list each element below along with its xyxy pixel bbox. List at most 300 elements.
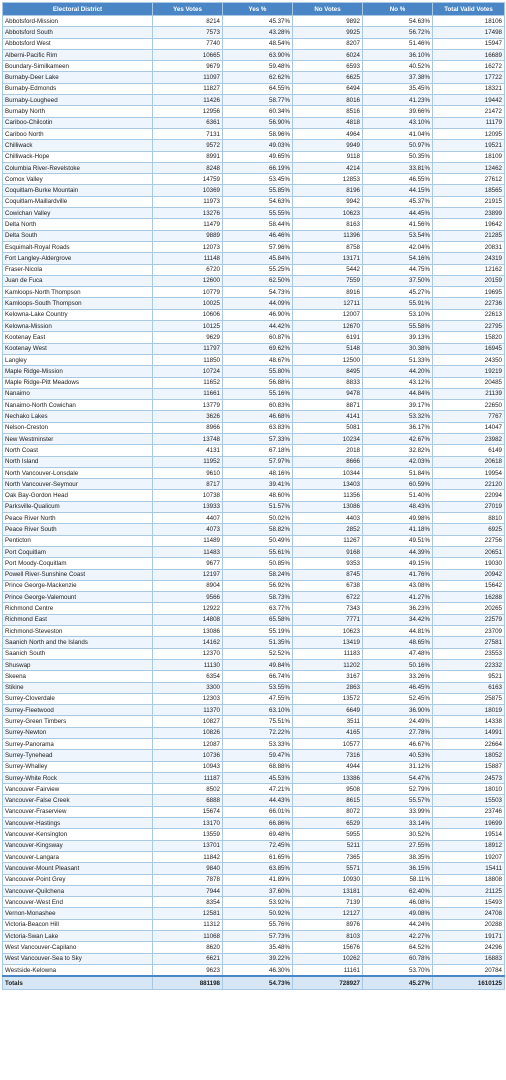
- no-votes-cell: 9925: [293, 27, 363, 38]
- yes-percent-cell: 57.96%: [223, 241, 293, 252]
- yes-votes-cell: 11483: [153, 546, 223, 557]
- table-row: [3, 196, 505, 207]
- yes-percent-cell: 58.82%: [223, 524, 293, 535]
- yes-percent-cell: 63.90%: [223, 49, 293, 60]
- district-cell: Vancouver-Kensington: [3, 829, 153, 840]
- table-row: [3, 230, 505, 241]
- district-cell: Shuswap: [3, 659, 153, 670]
- no-percent-cell: 54.63%: [363, 16, 433, 27]
- yes-votes-cell: 8354: [153, 897, 223, 908]
- yes-votes-cell: 11842: [153, 851, 223, 862]
- yes-percent-cell: 62.50%: [223, 275, 293, 286]
- yes-votes-cell: 11148: [153, 253, 223, 264]
- yes-percent-cell: 58.77%: [223, 95, 293, 106]
- yes-votes-cell: 8991: [153, 151, 223, 162]
- yes-votes-cell: 10125: [153, 321, 223, 332]
- no-votes-cell: 8976: [293, 919, 363, 930]
- district-cell: Prince George-Mackenzie: [3, 580, 153, 591]
- no-percent-cell: 42.04%: [363, 241, 433, 252]
- no-votes-cell: 6529: [293, 818, 363, 829]
- table-row: [3, 49, 505, 60]
- yes-percent-cell: 58.44%: [223, 219, 293, 230]
- no-percent-cell: 58.11%: [363, 874, 433, 885]
- table-row: [3, 546, 505, 557]
- district-cell: North Vancouver-Lonsdale: [3, 467, 153, 478]
- table-row: [3, 287, 505, 298]
- yes-percent-cell: 49.84%: [223, 659, 293, 670]
- total-valid-votes-cell: 15820: [433, 332, 505, 343]
- district-cell: Skeena: [3, 671, 153, 682]
- yes-percent-cell: 48.16%: [223, 467, 293, 478]
- district-cell: Vancouver-Fraserview: [3, 806, 153, 817]
- total-valid-votes-cell: 16945: [433, 343, 505, 354]
- yes-percent-cell: 45.53%: [223, 772, 293, 783]
- no-votes-cell: 5955: [293, 829, 363, 840]
- no-percent-cell: 30.52%: [363, 829, 433, 840]
- yes-percent-cell: 39.22%: [223, 953, 293, 964]
- no-percent-cell: 36.15%: [363, 863, 433, 874]
- yes-votes-cell: 14162: [153, 637, 223, 648]
- total-valid-votes-cell: 21139: [433, 388, 505, 399]
- district-cell: Vancouver-Langara: [3, 851, 153, 862]
- yes-percent-cell: 65.58%: [223, 614, 293, 625]
- total-valid-votes-cell: 8810: [433, 513, 505, 524]
- table-row: [3, 535, 505, 546]
- yes-percent-cell: 54.73%: [223, 287, 293, 298]
- district-cell: Vancouver-False Creek: [3, 795, 153, 806]
- yes-votes-cell: 8904: [153, 580, 223, 591]
- total-valid-votes-cell: 14991: [433, 727, 505, 738]
- total-valid-votes-cell: 21472: [433, 106, 505, 117]
- district-cell: Victoria-Beacon Hill: [3, 919, 153, 930]
- total-valid-votes-cell: 19030: [433, 558, 505, 569]
- table-row: [3, 784, 505, 795]
- total-valid-votes-cell: 6163: [433, 682, 505, 693]
- yes-votes-cell: 8717: [153, 479, 223, 490]
- table-row: [3, 874, 505, 885]
- total-valid-votes-cell: 21915: [433, 196, 505, 207]
- no-votes-cell: 8207: [293, 38, 363, 49]
- district-cell: Nechako Lakes: [3, 411, 153, 422]
- totals-yes-percent: 54.73%: [223, 976, 293, 990]
- yes-votes-cell: 8620: [153, 942, 223, 953]
- yes-votes-cell: 10369: [153, 185, 223, 196]
- no-votes-cell: 11396: [293, 230, 363, 241]
- district-cell: Kootenay West: [3, 343, 153, 354]
- no-votes-cell: 9478: [293, 388, 363, 399]
- no-votes-cell: 10623: [293, 626, 363, 637]
- table-row: [3, 953, 505, 964]
- no-percent-cell: 44.81%: [363, 626, 433, 637]
- district-cell: Comox Valley: [3, 174, 153, 185]
- yes-percent-cell: 52.52%: [223, 648, 293, 659]
- no-percent-cell: 44.45%: [363, 208, 433, 219]
- no-percent-cell: 43.10%: [363, 117, 433, 128]
- district-cell: Cariboo North: [3, 128, 153, 139]
- yes-percent-cell: 45.84%: [223, 253, 293, 264]
- total-valid-votes-cell: 19954: [433, 467, 505, 478]
- table-row: [3, 614, 505, 625]
- table-row: [3, 626, 505, 637]
- totals-row: [3, 976, 505, 990]
- table-row: [3, 851, 505, 862]
- yes-votes-cell: 8502: [153, 784, 223, 795]
- no-votes-cell: 9949: [293, 140, 363, 151]
- no-percent-cell: 27.78%: [363, 727, 433, 738]
- no-percent-cell: 50.97%: [363, 140, 433, 151]
- total-valid-votes-cell: 24350: [433, 354, 505, 365]
- district-cell: Surrey-Newton: [3, 727, 153, 738]
- total-valid-votes-cell: 18052: [433, 750, 505, 761]
- yes-percent-cell: 57.33%: [223, 433, 293, 444]
- total-valid-votes-cell: 20288: [433, 919, 505, 930]
- total-valid-votes-cell: 20485: [433, 377, 505, 388]
- yes-percent-cell: 43.28%: [223, 27, 293, 38]
- yes-percent-cell: 66.86%: [223, 818, 293, 829]
- no-percent-cell: 53.10%: [363, 309, 433, 320]
- yes-percent-cell: 61.65%: [223, 851, 293, 862]
- no-votes-cell: 8615: [293, 795, 363, 806]
- district-cell: Peace River South: [3, 524, 153, 535]
- no-votes-cell: 8163: [293, 219, 363, 230]
- no-votes-cell: 7559: [293, 275, 363, 286]
- no-votes-cell: 13171: [293, 253, 363, 264]
- no-percent-cell: 44.75%: [363, 264, 433, 275]
- table-row: [3, 309, 505, 320]
- table-row: [3, 95, 505, 106]
- district-cell: Cariboo-Chilcotin: [3, 117, 153, 128]
- table-row: [3, 727, 505, 738]
- total-valid-votes-cell: 18565: [433, 185, 505, 196]
- no-percent-cell: 44.20%: [363, 366, 433, 377]
- no-votes-cell: 13386: [293, 772, 363, 783]
- table-row: [3, 433, 505, 444]
- district-cell: Kootenay East: [3, 332, 153, 343]
- total-valid-votes-cell: 22579: [433, 614, 505, 625]
- no-votes-cell: 10234: [293, 433, 363, 444]
- no-percent-cell: 41.04%: [363, 128, 433, 139]
- table-row: [3, 490, 505, 501]
- no-percent-cell: 51.33%: [363, 354, 433, 365]
- table-row: [3, 739, 505, 750]
- no-votes-cell: 9118: [293, 151, 363, 162]
- no-votes-cell: 6191: [293, 332, 363, 343]
- total-valid-votes-cell: 11179: [433, 117, 505, 128]
- no-votes-cell: 13181: [293, 885, 363, 896]
- table-row: [3, 795, 505, 806]
- table-row: [3, 140, 505, 151]
- header-no-percent: No %: [363, 3, 433, 16]
- table-row: [3, 106, 505, 117]
- yes-percent-cell: 72.45%: [223, 840, 293, 851]
- yes-votes-cell: 13748: [153, 433, 223, 444]
- yes-percent-cell: 67.18%: [223, 445, 293, 456]
- total-valid-votes-cell: 27019: [433, 501, 505, 512]
- table-row: [3, 806, 505, 817]
- district-cell: Vancouver-Hastings: [3, 818, 153, 829]
- no-percent-cell: 40.53%: [363, 750, 433, 761]
- no-percent-cell: 38.35%: [363, 851, 433, 862]
- yes-votes-cell: 12197: [153, 569, 223, 580]
- yes-votes-cell: 9677: [153, 558, 223, 569]
- yes-percent-cell: 66.74%: [223, 671, 293, 682]
- table-row: [3, 275, 505, 286]
- yes-votes-cell: 10736: [153, 750, 223, 761]
- no-percent-cell: 53.54%: [363, 230, 433, 241]
- yes-votes-cell: 6361: [153, 117, 223, 128]
- no-percent-cell: 36.17%: [363, 422, 433, 433]
- no-votes-cell: 8745: [293, 569, 363, 580]
- district-cell: Vernon-Monashee: [3, 908, 153, 919]
- total-valid-votes-cell: 12162: [433, 264, 505, 275]
- yes-votes-cell: 11661: [153, 388, 223, 399]
- header-total-valid-votes: Total Valid Votes: [433, 3, 505, 16]
- no-votes-cell: 8103: [293, 931, 363, 942]
- yes-votes-cell: 13779: [153, 400, 223, 411]
- no-votes-cell: 4165: [293, 727, 363, 738]
- yes-percent-cell: 58.73%: [223, 592, 293, 603]
- no-votes-cell: 10623: [293, 208, 363, 219]
- header-yes-votes: Yes Votes: [153, 3, 223, 16]
- table-row: [3, 716, 505, 727]
- no-votes-cell: 11267: [293, 535, 363, 546]
- no-percent-cell: 51.40%: [363, 490, 433, 501]
- district-cell: Penticton: [3, 535, 153, 546]
- no-percent-cell: 52.45%: [363, 693, 433, 704]
- table-row: [3, 83, 505, 94]
- total-valid-votes-cell: 20784: [433, 964, 505, 976]
- no-percent-cell: 32.82%: [363, 445, 433, 456]
- district-cell: Vancouver-Fairview: [3, 784, 153, 795]
- yes-percent-cell: 69.48%: [223, 829, 293, 840]
- table-row: [3, 174, 505, 185]
- total-valid-votes-cell: 18109: [433, 151, 505, 162]
- yes-percent-cell: 50.02%: [223, 513, 293, 524]
- total-valid-votes-cell: 16272: [433, 61, 505, 72]
- yes-votes-cell: 10738: [153, 490, 223, 501]
- no-votes-cell: 8516: [293, 106, 363, 117]
- yes-percent-cell: 50.49%: [223, 535, 293, 546]
- table-row: [3, 818, 505, 829]
- district-cell: Esquimalt-Royal Roads: [3, 241, 153, 252]
- table-row: [3, 592, 505, 603]
- yes-percent-cell: 75.51%: [223, 716, 293, 727]
- total-valid-votes-cell: 9521: [433, 671, 505, 682]
- no-percent-cell: 53.70%: [363, 964, 433, 976]
- district-cell: Port Coquitlam: [3, 546, 153, 557]
- no-votes-cell: 8666: [293, 456, 363, 467]
- table-row: [3, 693, 505, 704]
- yes-votes-cell: 10606: [153, 309, 223, 320]
- no-percent-cell: 41.27%: [363, 592, 433, 603]
- no-votes-cell: 6593: [293, 61, 363, 72]
- total-valid-votes-cell: 20942: [433, 569, 505, 580]
- yes-votes-cell: 9629: [153, 332, 223, 343]
- total-valid-votes-cell: 21125: [433, 885, 505, 896]
- yes-votes-cell: 11850: [153, 354, 223, 365]
- table-row: [3, 321, 505, 332]
- yes-percent-cell: 47.55%: [223, 693, 293, 704]
- no-percent-cell: 49.51%: [363, 535, 433, 546]
- no-percent-cell: 36.90%: [363, 705, 433, 716]
- table-row: [3, 61, 505, 72]
- district-cell: Maple Ridge-Mission: [3, 366, 153, 377]
- table-row: [3, 219, 505, 230]
- no-percent-cell: 50.16%: [363, 659, 433, 670]
- yes-percent-cell: 53.55%: [223, 682, 293, 693]
- district-cell: Vancouver-Quilchena: [3, 885, 153, 896]
- no-percent-cell: 48.43%: [363, 501, 433, 512]
- yes-votes-cell: 13170: [153, 818, 223, 829]
- yes-percent-cell: 53.92%: [223, 897, 293, 908]
- no-votes-cell: 12127: [293, 908, 363, 919]
- table-row: [3, 253, 505, 264]
- table-row: [3, 388, 505, 399]
- no-votes-cell: 8072: [293, 806, 363, 817]
- total-valid-votes-cell: 17722: [433, 72, 505, 83]
- header-yes-percent: Yes %: [223, 3, 293, 16]
- totals-no-votes: 728927: [293, 976, 363, 990]
- no-votes-cell: 7365: [293, 851, 363, 862]
- no-votes-cell: 11161: [293, 964, 363, 976]
- yes-percent-cell: 48.60%: [223, 490, 293, 501]
- district-cell: Prince George-Valemount: [3, 592, 153, 603]
- yes-percent-cell: 47.21%: [223, 784, 293, 795]
- no-votes-cell: 11356: [293, 490, 363, 501]
- total-valid-votes-cell: 27612: [433, 174, 505, 185]
- total-valid-votes-cell: 20618: [433, 456, 505, 467]
- no-percent-cell: 36.23%: [363, 603, 433, 614]
- no-votes-cell: 6625: [293, 72, 363, 83]
- yes-percent-cell: 68.88%: [223, 761, 293, 772]
- table-row: [3, 558, 505, 569]
- yes-percent-cell: 44.09%: [223, 298, 293, 309]
- yes-votes-cell: 7131: [153, 128, 223, 139]
- table-row: [3, 705, 505, 716]
- yes-percent-cell: 39.41%: [223, 479, 293, 490]
- total-valid-votes-cell: 22650: [433, 400, 505, 411]
- yes-votes-cell: 6621: [153, 953, 223, 964]
- yes-votes-cell: 4073: [153, 524, 223, 535]
- total-valid-votes-cell: 15887: [433, 761, 505, 772]
- yes-percent-cell: 48.67%: [223, 354, 293, 365]
- total-valid-votes-cell: 15493: [433, 897, 505, 908]
- table-row: [3, 422, 505, 433]
- no-votes-cell: 15676: [293, 942, 363, 953]
- district-cell: Langley: [3, 354, 153, 365]
- no-percent-cell: 24.49%: [363, 716, 433, 727]
- table-row: [3, 885, 505, 896]
- no-percent-cell: 39.17%: [363, 400, 433, 411]
- table-row: [3, 580, 505, 591]
- no-votes-cell: 4214: [293, 162, 363, 173]
- yes-votes-cell: 11827: [153, 83, 223, 94]
- no-percent-cell: 33.81%: [363, 162, 433, 173]
- yes-percent-cell: 51.57%: [223, 501, 293, 512]
- table-row: [3, 671, 505, 682]
- no-percent-cell: 31.12%: [363, 761, 433, 772]
- yes-votes-cell: 9572: [153, 140, 223, 151]
- table-row: [3, 400, 505, 411]
- yes-votes-cell: 13701: [153, 840, 223, 851]
- no-percent-cell: 46.55%: [363, 174, 433, 185]
- total-valid-votes-cell: 25875: [433, 693, 505, 704]
- no-votes-cell: 4141: [293, 411, 363, 422]
- table-row: [3, 603, 505, 614]
- no-votes-cell: 8916: [293, 287, 363, 298]
- district-cell: Kamloops-South Thompson: [3, 298, 153, 309]
- no-votes-cell: 5211: [293, 840, 363, 851]
- yes-votes-cell: 9610: [153, 467, 223, 478]
- total-valid-votes-cell: 18010: [433, 784, 505, 795]
- header-electoral-district: Electoral District: [3, 3, 153, 16]
- no-votes-cell: 10262: [293, 953, 363, 964]
- total-valid-votes-cell: 18808: [433, 874, 505, 885]
- district-cell: Richmond East: [3, 614, 153, 625]
- no-votes-cell: 4944: [293, 761, 363, 772]
- district-cell: Port Moody-Coquitlam: [3, 558, 153, 569]
- no-votes-cell: 11202: [293, 659, 363, 670]
- yes-percent-cell: 55.85%: [223, 185, 293, 196]
- no-percent-cell: 43.08%: [363, 580, 433, 591]
- district-cell: Delta North: [3, 219, 153, 230]
- yes-percent-cell: 53.33%: [223, 739, 293, 750]
- totals-label: Totals: [3, 976, 153, 990]
- yes-votes-cell: 11370: [153, 705, 223, 716]
- district-cell: Surrey-Whalley: [3, 761, 153, 772]
- yes-votes-cell: 15674: [153, 806, 223, 817]
- no-percent-cell: 56.72%: [363, 27, 433, 38]
- district-cell: Columbia River-Revelstoke: [3, 162, 153, 173]
- no-votes-cell: 2852: [293, 524, 363, 535]
- district-cell: Nanaimo: [3, 388, 153, 399]
- total-valid-votes-cell: 20265: [433, 603, 505, 614]
- no-percent-cell: 37.50%: [363, 275, 433, 286]
- no-percent-cell: 41.76%: [363, 569, 433, 580]
- yes-percent-cell: 57.97%: [223, 456, 293, 467]
- yes-votes-cell: 3300: [153, 682, 223, 693]
- no-votes-cell: 10930: [293, 874, 363, 885]
- no-percent-cell: 46.45%: [363, 682, 433, 693]
- yes-votes-cell: 12303: [153, 693, 223, 704]
- total-valid-votes-cell: 22094: [433, 490, 505, 501]
- no-percent-cell: 36.10%: [363, 49, 433, 60]
- no-percent-cell: 45.37%: [363, 196, 433, 207]
- no-percent-cell: 33.26%: [363, 671, 433, 682]
- no-percent-cell: 54.47%: [363, 772, 433, 783]
- district-cell: Kelowna-Lake Country: [3, 309, 153, 320]
- total-valid-votes-cell: 17498: [433, 27, 505, 38]
- table-header: [3, 3, 505, 16]
- yes-percent-cell: 55.61%: [223, 546, 293, 557]
- total-valid-votes-cell: 22756: [433, 535, 505, 546]
- yes-percent-cell: 62.62%: [223, 72, 293, 83]
- district-cell: Surrey-White Rock: [3, 772, 153, 783]
- yes-votes-cell: 8248: [153, 162, 223, 173]
- total-valid-votes-cell: 22664: [433, 739, 505, 750]
- table-row: [3, 38, 505, 49]
- table-row: [3, 332, 505, 343]
- table-row: [3, 897, 505, 908]
- yes-votes-cell: 4407: [153, 513, 223, 524]
- yes-percent-cell: 54.63%: [223, 196, 293, 207]
- yes-percent-cell: 51.35%: [223, 637, 293, 648]
- yes-votes-cell: 11652: [153, 377, 223, 388]
- no-votes-cell: 5148: [293, 343, 363, 354]
- district-cell: Abbotsford South: [3, 27, 153, 38]
- yes-votes-cell: 11952: [153, 456, 223, 467]
- table-row: [3, 16, 505, 27]
